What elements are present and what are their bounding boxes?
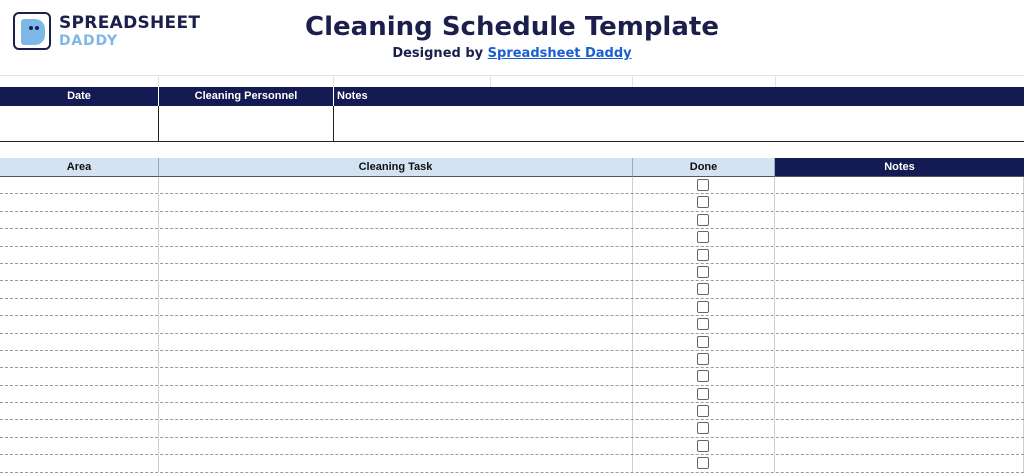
table-row <box>0 420 1024 437</box>
date-field[interactable] <box>0 106 158 141</box>
spacer-row <box>0 142 1024 159</box>
done-checkbox[interactable] <box>697 370 709 382</box>
notes-cell[interactable] <box>775 299 1024 315</box>
table-row <box>0 264 1024 281</box>
info-notes-column-header: Notes <box>333 87 368 106</box>
spreadsheet-daddy-link[interactable]: Spreadsheet Daddy <box>487 46 632 61</box>
area-cell[interactable] <box>0 386 159 402</box>
table-row <box>0 281 1024 298</box>
area-cell[interactable] <box>0 247 159 263</box>
task-cell[interactable] <box>159 334 633 350</box>
area-cell[interactable] <box>0 212 159 228</box>
task-column-header: Cleaning Task <box>159 158 633 177</box>
logo-wordmark-line2: DADDY <box>59 32 118 49</box>
task-cell[interactable] <box>159 403 633 419</box>
info-header-row <box>0 87 1024 106</box>
table-row <box>0 299 1024 316</box>
done-checkbox[interactable] <box>697 231 709 243</box>
table-row <box>0 229 1024 246</box>
task-cell[interactable] <box>159 281 633 297</box>
task-cell[interactable] <box>159 229 633 245</box>
task-cell[interactable] <box>159 455 633 471</box>
notes-cell[interactable] <box>775 247 1024 263</box>
notes-cell[interactable] <box>775 334 1024 350</box>
personnel-field[interactable] <box>159 106 333 141</box>
done-checkbox[interactable] <box>697 353 709 365</box>
page-subtitle <box>0 46 1024 61</box>
task-cell[interactable] <box>159 212 633 228</box>
date-column-header: Date <box>67 90 91 102</box>
task-rows <box>0 177 1024 473</box>
area-cell[interactable] <box>0 334 159 350</box>
notes-cell[interactable] <box>775 264 1024 280</box>
done-checkbox[interactable] <box>697 457 709 469</box>
done-checkbox[interactable] <box>697 179 709 191</box>
task-header-row <box>0 158 1024 177</box>
done-checkbox[interactable] <box>697 301 709 313</box>
done-checkbox[interactable] <box>697 318 709 330</box>
task-cell[interactable] <box>159 368 633 384</box>
notes-cell[interactable] <box>775 386 1024 402</box>
table-row <box>0 438 1024 455</box>
table-row <box>0 316 1024 333</box>
task-cell[interactable] <box>159 264 633 280</box>
notes-cell[interactable] <box>775 194 1024 210</box>
area-cell[interactable] <box>0 403 159 419</box>
notes-cell[interactable] <box>775 281 1024 297</box>
table-row <box>0 386 1024 403</box>
area-cell[interactable] <box>0 368 159 384</box>
notes-cell[interactable] <box>775 455 1024 471</box>
area-cell[interactable] <box>0 229 159 245</box>
area-cell[interactable] <box>0 455 159 471</box>
area-cell[interactable] <box>0 281 159 297</box>
notes-cell[interactable] <box>775 316 1024 332</box>
task-cell[interactable] <box>159 299 633 315</box>
notes-cell[interactable] <box>775 420 1024 436</box>
area-cell[interactable] <box>0 264 159 280</box>
area-cell[interactable] <box>0 351 159 367</box>
notes-cell[interactable] <box>775 403 1024 419</box>
page-header <box>0 0 1024 75</box>
table-row <box>0 194 1024 211</box>
done-checkbox[interactable] <box>697 422 709 434</box>
personnel-column-header: Cleaning Personnel <box>158 87 333 106</box>
table-row <box>0 368 1024 385</box>
done-checkbox[interactable] <box>697 283 709 295</box>
task-cell[interactable] <box>159 247 633 263</box>
task-cell[interactable] <box>159 351 633 367</box>
area-cell[interactable] <box>0 316 159 332</box>
done-checkbox[interactable] <box>697 214 709 226</box>
task-notes-column-header: Notes <box>775 158 1024 177</box>
table-row <box>0 247 1024 264</box>
area-cell[interactable] <box>0 177 159 193</box>
area-cell[interactable] <box>0 194 159 210</box>
info-body-row <box>0 106 1024 142</box>
done-checkbox[interactable] <box>697 266 709 278</box>
area-cell[interactable] <box>0 420 159 436</box>
done-checkbox[interactable] <box>697 388 709 400</box>
done-column-header: Done <box>633 158 775 177</box>
notes-cell[interactable] <box>775 229 1024 245</box>
notes-cell[interactable] <box>775 438 1024 454</box>
done-checkbox[interactable] <box>697 440 709 452</box>
table-row <box>0 212 1024 229</box>
table-row <box>0 351 1024 368</box>
area-cell[interactable] <box>0 299 159 315</box>
task-cell[interactable] <box>159 316 633 332</box>
table-row <box>0 403 1024 420</box>
area-cell[interactable] <box>0 438 159 454</box>
area-column-header: Area <box>0 158 159 177</box>
page-title: Cleaning Schedule Template <box>305 12 719 42</box>
notes-cell[interactable] <box>775 368 1024 384</box>
task-cell[interactable] <box>159 420 633 436</box>
table-row <box>0 334 1024 351</box>
task-cell[interactable] <box>159 438 633 454</box>
task-cell[interactable] <box>159 386 633 402</box>
subtitle-prefix: Designed by <box>392 46 488 61</box>
done-checkbox[interactable] <box>697 249 709 261</box>
notes-cell[interactable] <box>775 177 1024 193</box>
task-cell[interactable] <box>159 194 633 210</box>
logo-wordmark-line1: SPREADSHEET <box>59 12 201 33</box>
task-cell[interactable] <box>159 177 633 193</box>
done-checkbox[interactable] <box>697 196 709 208</box>
done-checkbox[interactable] <box>697 336 709 348</box>
done-checkbox[interactable] <box>697 405 709 417</box>
notes-cell[interactable] <box>775 212 1024 228</box>
notes-cell[interactable] <box>775 351 1024 367</box>
table-row <box>0 177 1024 194</box>
info-notes-field[interactable] <box>334 106 1024 141</box>
table-row <box>0 455 1024 472</box>
